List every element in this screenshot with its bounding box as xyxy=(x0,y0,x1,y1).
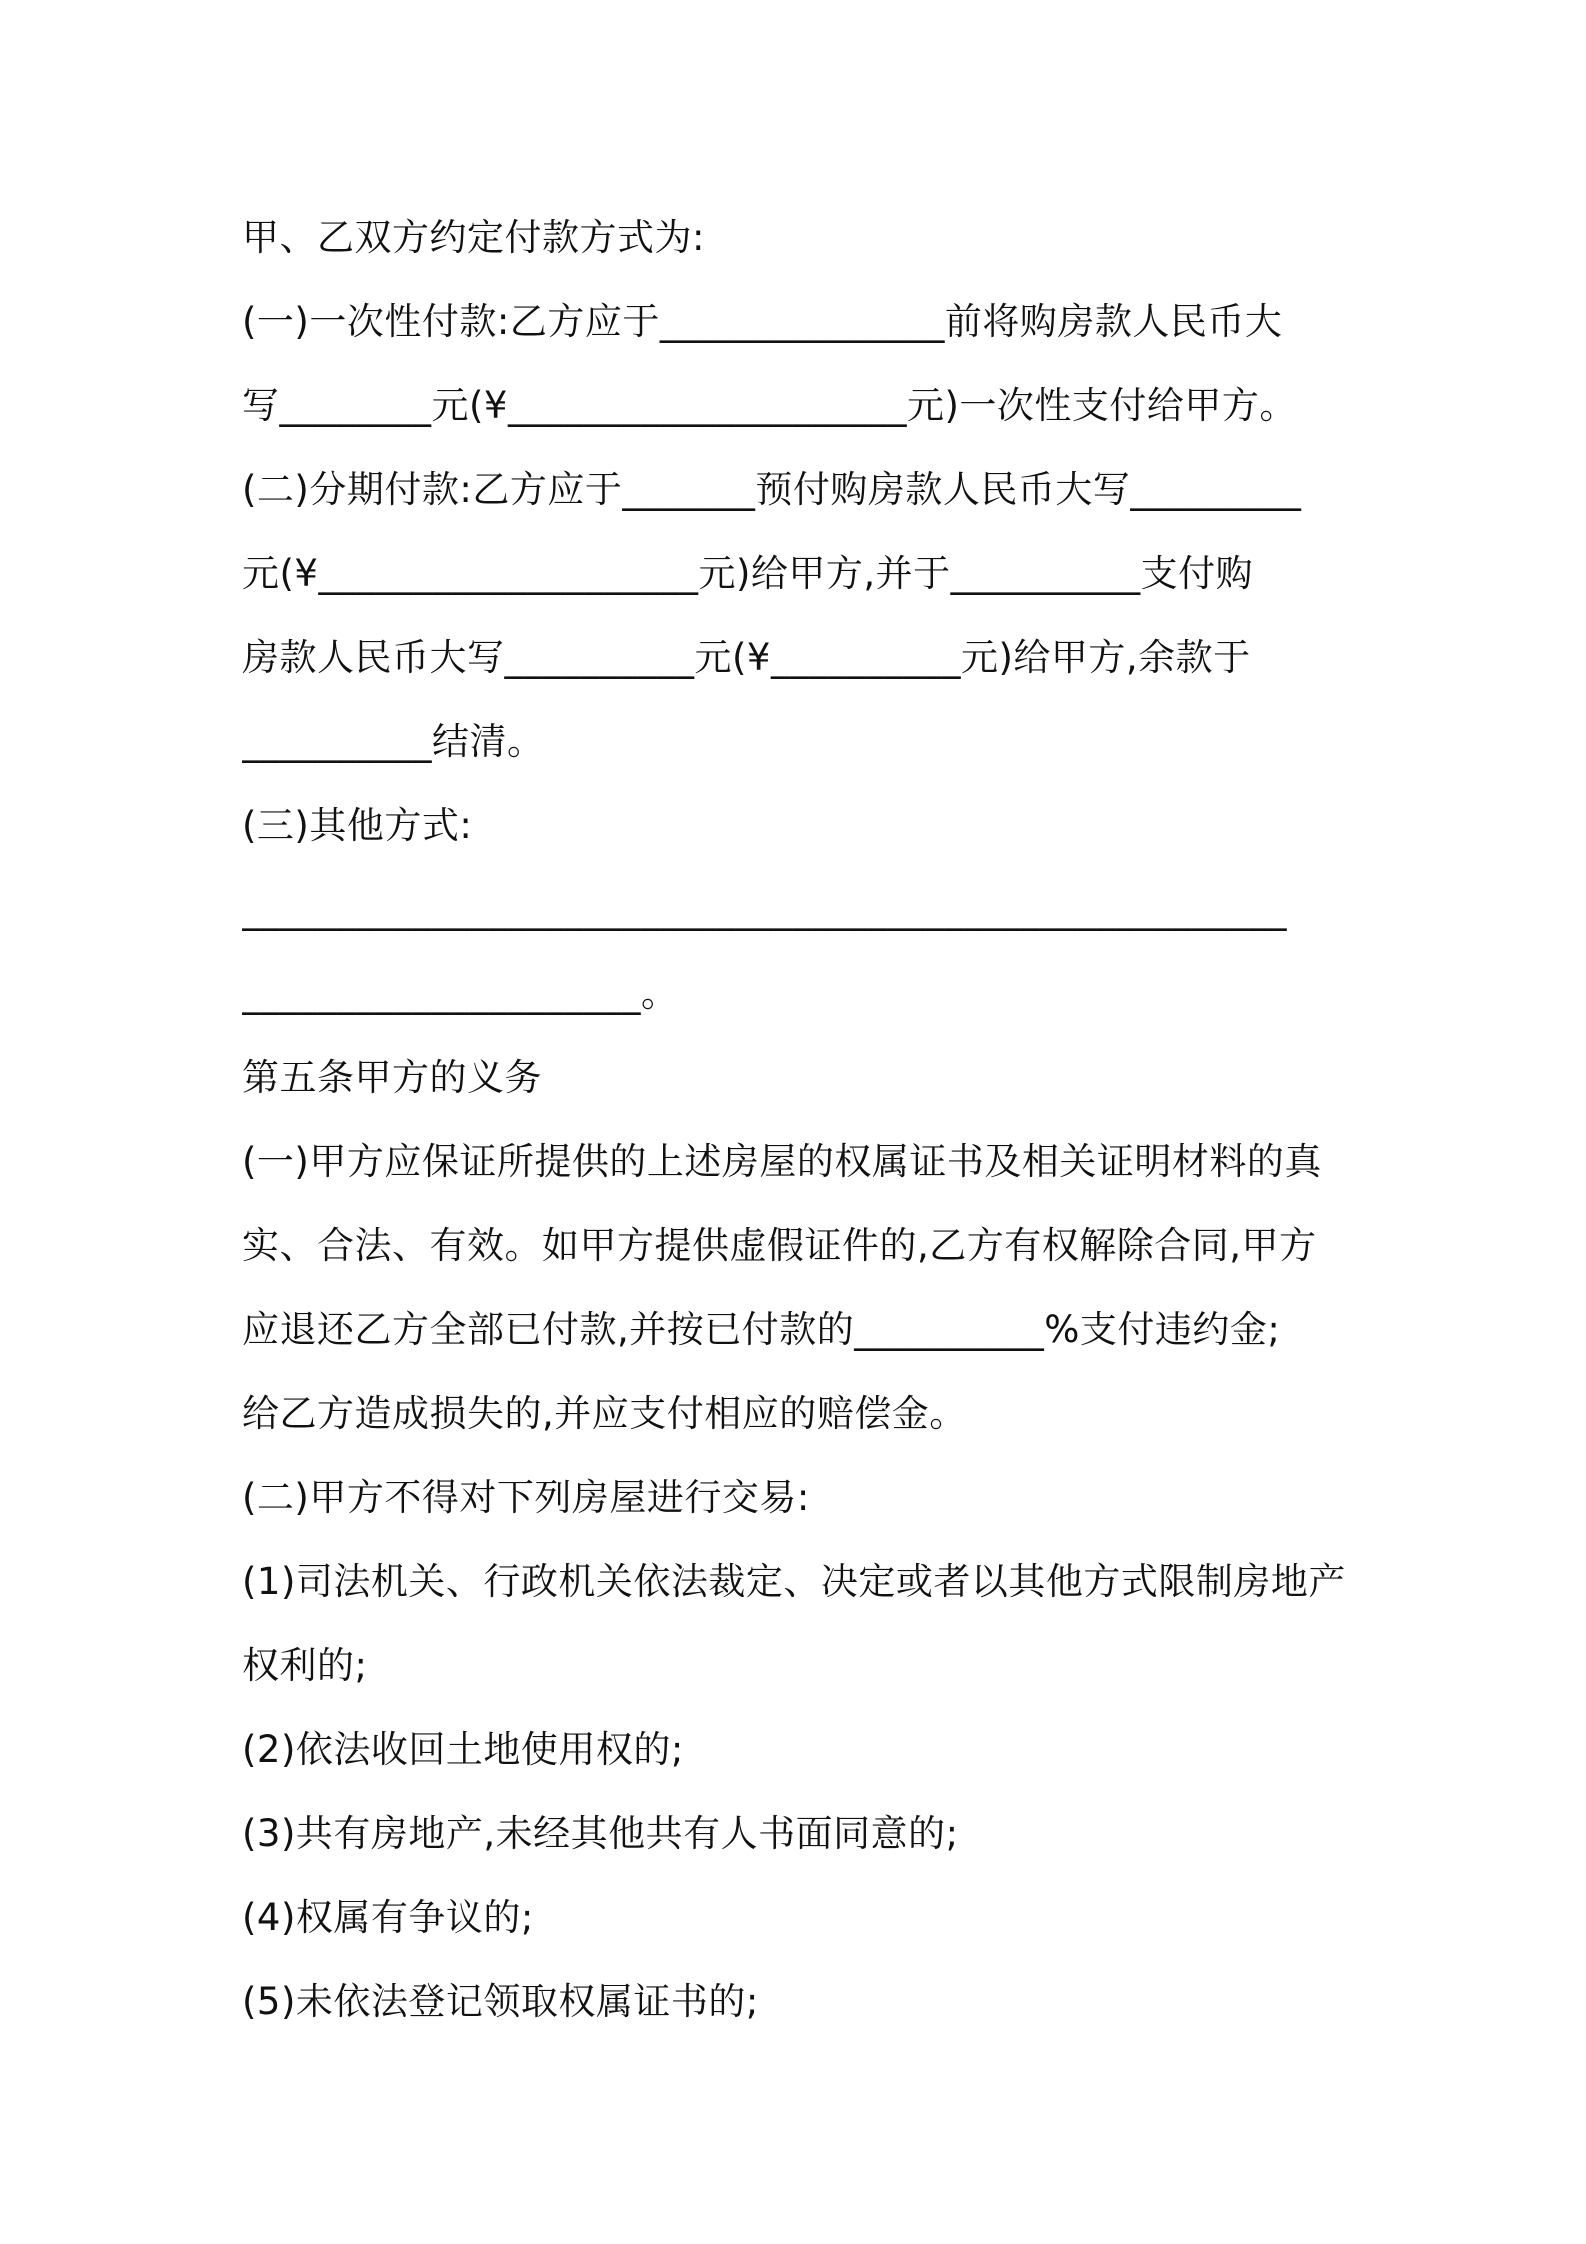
text-line: 应退还乙方全部已付款,并按已付款的__________%支付违约金; xyxy=(242,1308,1281,1351)
text-line: 元(¥____________________元)给甲方,并于__________支付购 xyxy=(242,552,1254,595)
text-line: 给乙方造成损失的,并应支付相应的赔偿金。 xyxy=(242,1392,967,1435)
text-line: _____________________。 xyxy=(242,972,679,1015)
text-line: (三)其他方式: xyxy=(242,804,473,847)
text-line: 写________元(¥_____________________元)一次性支付给甲方。 xyxy=(242,384,1297,427)
section-heading: 第五条甲方的义务 xyxy=(242,1056,542,1099)
text-line: 房款人民币大写__________元(¥__________元)给甲方,余款于 xyxy=(242,636,1251,679)
text-line: (二)甲方不得对下列房屋进行交易: xyxy=(242,1476,810,1519)
text-line: (二)分期付款:乙方应于_______预付购房款人民币大写_________ xyxy=(242,468,1302,511)
text-line: __________结清。 xyxy=(242,720,545,763)
document-body xyxy=(242,196,1362,2044)
text-line: (一)甲方应保证所提供的上述房屋的权属证书及相关证明材料的真 xyxy=(242,1140,1322,1183)
text-line: 实、合法、有效。如甲方提供虚假证件的,乙方有权解除合同,甲方 xyxy=(242,1224,1317,1267)
text-line: 权利的; xyxy=(242,1644,368,1687)
text-line: _______________________________________________________ xyxy=(242,888,1287,931)
text-line: (1)司法机关、行政机关依法裁定、决定或者以其他方式限制房地产 xyxy=(242,1560,1346,1603)
text-line: (一)一次性付款:乙方应于_______________前将购房款人民币大 xyxy=(242,300,1283,343)
text-line: (5)未依法登记领取权属证书的; xyxy=(242,1980,759,2023)
text-line: 甲、乙双方约定付款方式为: xyxy=(242,216,705,259)
text-line: (4)权属有争议的; xyxy=(242,1896,534,1939)
text-line: (3)共有房地产,未经其他共有人书面同意的; xyxy=(242,1812,959,1855)
text-line: (2)依法收回土地使用权的; xyxy=(242,1728,684,1771)
